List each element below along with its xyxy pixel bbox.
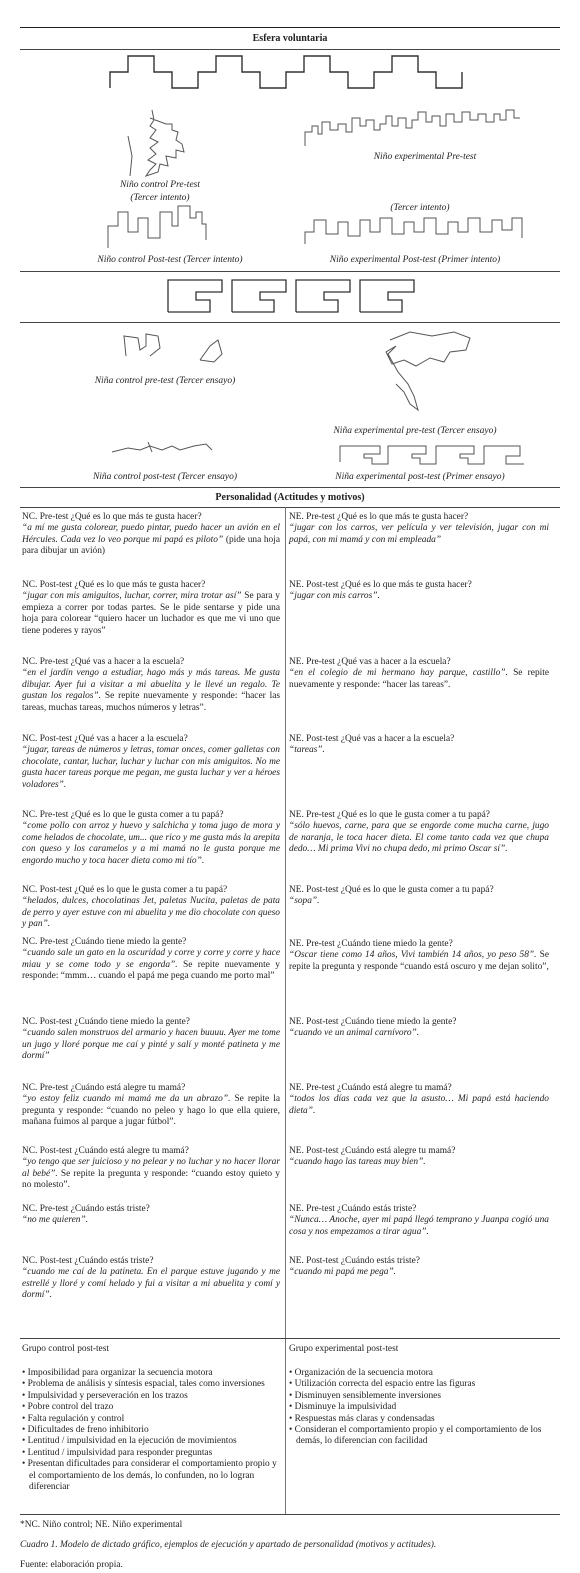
quoted-answer: “cuando sale un gato en la oscuridad y corre y corre y corre y hace miau y se come todo y se engorda”. [22,948,280,970]
quoted-answer: “cuando salen monstruos del armario y hacen buuuu. Ayer me tome un jugo y lloré porque me caí y pinté y salí y monté patineta y me dormí” [22,1028,280,1062]
summary-item: • Problema de análisis y síntesis espacial, tales como inversiones [22,1379,282,1390]
experimental-answer-cell [289,1083,549,1117]
voluntary-header: Esfera voluntaria [252,33,328,44]
summary-item: • Disminuye la impulsividad [289,1402,554,1413]
experimental-summary-list [289,1368,554,1448]
caption-exp-boy-pre: Niño experimental Pre-test [373,152,477,162]
question-text: NE. Pre-test ¿Qué es lo que le gusta comer a tu papá? [289,810,490,820]
question-text: NC. Post-test ¿Qué es lo que le gusta comer a tu papá? [22,885,228,895]
quoted-answer: “Nunca… Anoche, ayer mi papá llegó temprano y Juanpa cogió una cosa y nos empezamos a tirar agua”. [289,1215,549,1237]
quoted-answer: “Oscar tiene como 14 años, Vivi también 14 años, yo peso 58”. [289,950,537,961]
control-answer-cell [22,1083,280,1129]
caption-exp-girl-post: Niña experimental post-test (Primer ensayo) [335,472,505,482]
answer-remark: Se repite la pregunta y responde: “cuando estoy quieto y no molesto”. [22,1168,280,1191]
quoted-answer: “come pollo con arroz y huevo y salchicha y toma jugo de mora y come helados de chocolate, um... que rico y me gusta más la arepita con queso y los caramelos y a mi mamá no le gusta porque me engordo mucho y toca hacer dieta como mi tío”. [22,821,280,866]
control-answer-cell [22,937,280,983]
answer-remark: Se repite la pregunta y responde: “cuando no peleo y hago lo que ella quiere, mañana fuimos al parque a jugar fútbol”. [22,1094,281,1128]
caption-control-boy-pre: Niño control Pre-test [119,180,201,190]
quoted-answer: “jugar, tareas de números y letras, tomar onces, comer galletas con chocolate, cantar, luchar, luchar y luchar con mis amiguitos. No me gusta hacer tareas porque me pegan, me gusta luchar y ver a héroes voladores”. [22,745,280,790]
question-text: NE. Post-test ¿Qué es lo que le gusta comer a tu papá? [289,885,494,895]
question-text: NC. Post-test ¿Qué vas a hacer a la escuela? [22,734,188,744]
question-text: NC. Pre-test ¿Cuándo estás triste? [22,1204,150,1214]
summary-item: • Impulsividad y perseveración en los trazos [22,1391,282,1402]
control-answer-cell [22,1146,280,1192]
control-answer-cell [22,1256,280,1302]
summary-item: • Dificultades de freno inhibitorio [22,1425,282,1436]
abbreviation-note: *NC. Niño control; NE. Niño experimental [20,1520,183,1530]
caption-exp-boy-post: Niño experimental Post-test (Primer intento) [329,255,501,265]
experimental-answer-cell [289,512,549,546]
summary-item: • Consideran el comportamiento propio y el comportamiento de los demás, lo diferencian con facilidad [289,1425,554,1448]
quoted-answer: “a mí me gusta colorear, puedo pintar, puedo hacer un avión en el Hércules. Cada vez lo veo porque mi papá es piloto” [22,523,280,545]
control-answer-cell [22,1017,280,1063]
question-text: NE. Pre-test ¿Qué vas a hacer a la escuela? [289,657,451,667]
control-answer-cell [22,580,280,637]
control-summary-list [22,1368,282,1493]
question-text: NC. Post-test ¿Cuándo tiene miedo la gente? [22,1017,190,1027]
quoted-answer: “en el jardín vengo a estudiar, hago más y más tareas. Me gusta dibujar. Ayer fui a visitar a mi abuelita y le llevé un regalo. Te gustan los regalos”. [22,668,280,702]
answer-remark: (pide una hoja para dibujar un avión) [22,534,280,557]
summary-item: • Falta regulación y control [22,1414,282,1425]
summary-item: • Pobre control del trazo [22,1402,282,1413]
summary-top-rule [20,1338,560,1339]
answer-remark: Se repite nuevamente y responde: “mmm… cuando el papá me pega cuando me porto mal” [22,959,280,982]
summary-item: • Respuestas más claras y condensadas [289,1414,554,1425]
question-text: NE. Pre-test ¿Cuándo está alegre tu mamá? [289,1083,452,1093]
question-text: NC. Pre-test ¿Qué es lo que más te gusta hacer? [22,512,202,522]
quoted-answer: “yo estoy feliz cuando mi mamá me da un abrazo”. [22,1094,231,1105]
caption-control-girl-post: Niña control post-test (Tercer ensayo) [92,472,238,482]
answer-remark: Se repite nuevamente y responde: “hacer las tareas”. [289,668,550,690]
caption-control-boy-third: (Tercer intento) [130,193,190,203]
experimental-answer-cell [289,1017,549,1040]
control-answer-cell [22,885,280,931]
summary-item: • Disminuyen sensiblemente inversiones [289,1391,554,1402]
summary-item: • Imposibilidad para organizar la secuencia motora [22,1368,282,1379]
summary-item: • Lentitud / impulsividad para responder preguntas [22,1448,282,1459]
quoted-answer: “no me quieren”. [22,1215,89,1226]
personality-top-rule [20,487,560,488]
quoted-answer: “cuando mi papá me pega”. [289,1267,397,1278]
question-text: NC. Pre-test ¿Cuándo tiene miedo la gente? [22,937,187,947]
quoted-answer: “tareas”. [289,745,325,756]
quoted-answer: “cuando ve un animal carnívoro”. [289,1028,420,1039]
experimental-answer-cell [289,734,549,757]
question-text: NE. Post-test ¿Qué es lo que más te gusta hacer? [289,580,472,590]
question-text: NE. Pre-test ¿Qué es lo que más te gusta hacer? [289,512,469,522]
personality-header-rule [20,507,560,508]
quoted-answer: “todos los días cada vez que la asusto… Mi papá está haciendo dieta”. [289,1094,549,1116]
question-text: NE. Pre-test ¿Cuándo tiene miedo la gente? [289,939,453,949]
experimental-answer-cell [289,657,549,691]
quoted-answer: “sopa”. [289,896,320,907]
summary-item: • Lentitud / impulsividad en la ejecución de movimientos [22,1436,282,1447]
answer-remark: Se para y empieza a correr por todas partes. Se le pide sentarse y pide una hoja para colorear “quiero hacer un luchador es que me vi uno que tiene poderes y rayos” [22,591,280,636]
question-text: NC. Pre-test ¿Qué es lo que le gusta comer a tu papá? [22,810,224,820]
control-answer-cell [22,734,280,791]
question-text: NE. Post-test ¿Cuándo estás triste? [289,1256,420,1266]
control-answer-cell [22,810,280,867]
quoted-answer: “cuando hago las tareas muy bien”. [289,1157,426,1168]
quoted-answer: “helados, dulces, chocolatinas Jet, paletas Nucita, paletas de pata de perro y ayer estuve con mi abuelita y me dio chocolate con queso y pan”. [22,896,280,930]
question-text: NE. Pre-test ¿Cuándo estás triste? [289,1204,417,1214]
quoted-answer: “sólo huevos, carne, para que se engorde come mucha carne, jugo de naranja, le toca hacer dieta. El come tanto cada vez que chupa dedo… Mi prima Vivi no chupa dedo, mi primo Oscar sí”. [289,821,549,855]
experimental-answer-cell [289,1146,549,1169]
table-caption: Cuadro 1. Modelo de dictado gráfico, ejemplos de ejecución y apartado de personalidad (motivos y actitudes). [20,1540,437,1550]
experimental-answer-cell [289,885,549,908]
control-answer-cell [22,1204,280,1227]
experimental-summary-title: Grupo experimental post-test [289,1344,399,1354]
summary-item: • Presentan dificultades para considerar el comportamiento propio y el comportamiento de los demás, lo confunden, no lo logran diferenciar [22,1459,282,1493]
experimental-answer-cell [289,1256,549,1279]
experimental-answer-cell [289,939,549,973]
quoted-answer: “jugar con los carros, ver película y ver televisión, jugar con mi papá, con mi mamá y con mi empleada” [289,523,549,545]
experimental-answer-cell [289,810,549,856]
control-summary-title: Grupo control post-test [22,1344,109,1354]
question-text: NE. Post-test ¿Qué vas a hacer a la escuela? [289,734,455,744]
summary-item: • Utilización correcta del espacio entre las figuras [289,1379,554,1390]
quoted-answer: “jugar con mis amiguitos, luchar, correr, mira trotar así” [22,591,242,602]
control-answer-cell [22,657,280,714]
caption-exp-girl-pre: Niña experimental pre-test (Tercer ensayo) [333,426,497,436]
question-text: NC. Pre-test ¿Cuándo está alegre tu mamá? [22,1083,186,1093]
summary-item: • Organización de la secuencia motora [289,1368,554,1379]
quoted-answer: “en el colegio de mi hermano hay parque, castillo”. [289,668,508,679]
experimental-answer-cell [289,580,549,603]
question-text: NC. Pre-test ¿Qué vas a hacer a la escuela? [22,657,185,667]
quoted-answer: “yo tengo que ser juicioso y no pelear y no luchar y no hacer llorar al bebé”. [22,1157,280,1179]
quoted-answer: “cuando me caí de la patineta. En el parque estuve jugando y me estrellé y lloré y comí helado y fui a visitar a mi abuelita y comí y dormí”. [22,1267,280,1301]
control-answer-cell [22,512,280,558]
experimental-girl-posttest-drawing [0,0,580,470]
table-source: Fuente: elaboración propia. [20,1560,123,1570]
personality-header: Personalidad (Actitudes y motivos) [215,492,365,503]
answer-remark: Se repite la pregunta y responde “cuando está oscuro y me dejan solito”, [289,950,550,972]
quoted-answer: “jugar con mis carros”. [289,591,380,602]
column-divider [285,507,286,1515]
question-text: NC. Post-test ¿Cuándo estás triste? [22,1256,154,1266]
answer-remark: Se repite nuevamente y responde: “hacer las tareas, muchas tareas, muchos números y letras”. [22,691,281,713]
question-text: NE. Post-test ¿Cuándo tiene miedo la gente? [289,1017,457,1027]
caption-control-boy-post: Niño control Post-test (Tercer intento) [97,255,243,265]
table-bottom-rule [20,1514,560,1515]
question-text: NC. Post-test ¿Qué es lo que más te gusta hacer? [22,580,206,590]
question-text: NC. Post-test ¿Cuándo está alegre tu mamá? [22,1146,189,1156]
experimental-answer-cell [289,1204,549,1238]
question-text: NE. Post-test ¿Cuándo está alegre tu mamá? [289,1146,456,1156]
caption-control-girl-pre: Niña control pre-test (Tercer ensayo) [94,376,236,386]
caption-exp-boy-third: (Tercer intento) [390,203,450,213]
